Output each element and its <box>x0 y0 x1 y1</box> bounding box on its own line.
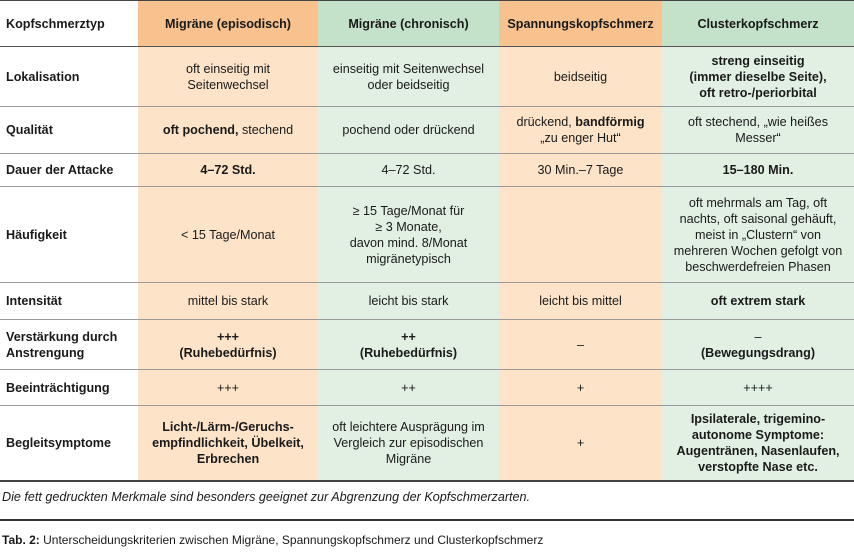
row-lokalisation <box>0 47 854 107</box>
cell-spannungskopfschmerz: + <box>499 370 662 406</box>
cell-line: davon mind. 8/Monat <box>349 235 468 250</box>
cell-spannungskopfschmerz: – <box>499 320 662 370</box>
caption-text: Unterscheidungskriterien zwischen Migräne, Spannungskopfschmerz und Clusterkopfschmerz <box>39 533 544 547</box>
row-beeintraechtigung <box>0 370 854 406</box>
cell-line: (Ruhebedürfnis) <box>179 345 277 360</box>
cell-migraene-chronisch <box>318 320 499 370</box>
cell-line: (immer dieselbe Seite), <box>689 69 827 84</box>
cell-line: Augentränen, Nasenlaufen, <box>676 443 840 458</box>
cell-migraene-episodisch: mittel bis stark <box>138 283 318 320</box>
row-label: Qualität <box>0 107 138 154</box>
cell-migraene-chronisch <box>318 406 499 480</box>
cell-migraene-chronisch: leicht bis stark <box>318 283 499 320</box>
cell-bold-text: oft pochend, <box>162 123 239 137</box>
cell-clusterkopfschmerz <box>662 187 854 283</box>
row-verstaerkung <box>0 320 854 370</box>
cell-line: Seitenwechsel <box>187 77 269 92</box>
cell-clusterkopfschmerz: oft extrem stark <box>662 283 854 320</box>
caption-label: Tab. 2: <box>2 533 40 547</box>
cell-clusterkopfschmerz <box>662 406 854 480</box>
cell-migraene-chronisch: pochend oder drückend <box>318 107 499 154</box>
cell-line: verstopfte Nase etc. <box>698 459 818 474</box>
row-intensitaet <box>0 283 854 320</box>
cell-line: (Ruhebedürfnis) <box>359 345 458 360</box>
row-label: Begleitsymptome <box>0 406 138 480</box>
header-row <box>0 1 854 47</box>
cell-spannungskopfschmerz <box>499 107 662 154</box>
cell-line: oft retro-/periorbital <box>699 85 817 100</box>
cell-line: ++ <box>401 329 416 344</box>
cell-line: oder beidseitig <box>367 77 450 92</box>
cell-clusterkopfschmerz <box>662 47 854 107</box>
cell-line: ≥ 15 Tage/Monat für <box>352 203 465 218</box>
caption-rule <box>0 519 854 521</box>
cell-line: (Bewegungsdrang) <box>700 345 816 360</box>
cell-migraene-episodisch: < 15 Tage/Monat <box>138 187 318 283</box>
cell-migraene-episodisch <box>138 320 318 370</box>
cell-migraene-chronisch: ++ <box>318 370 499 406</box>
row-label-line: Anstrengung <box>6 345 85 360</box>
cell-migraene-episodisch: 4–72 Std. <box>138 154 318 187</box>
cell-line: nachts, oft saisonal gehäuft, <box>679 211 837 226</box>
header-migraene-episodisch: Migräne (episodisch) <box>138 1 318 47</box>
cell-line: ≥ 3 Monate, <box>375 219 442 234</box>
cell-line: mehreren Wochen gefolgt von <box>673 243 843 258</box>
row-haeufigkeit <box>0 187 854 283</box>
cell-clusterkopfschmerz: 15–180 Min. <box>662 154 854 187</box>
table-footnote: Die fett gedruckten Merkmale sind besonders geeignet zur Abgrenzung der Kopfschmerzarten. <box>2 490 531 504</box>
cell-line: Vergleich zur episodischen <box>333 435 484 450</box>
cell-line: oft mehrmals am Tag, oft <box>688 195 828 210</box>
cell-line: meist in „Clustern“ von <box>695 227 821 242</box>
table-caption <box>2 533 543 547</box>
row-label: Häufigkeit <box>0 187 138 283</box>
cell-text: drückend, <box>516 115 576 129</box>
cell-migraene-episodisch <box>138 47 318 107</box>
cell-migraene-chronisch <box>318 187 499 283</box>
row-label: Intensität <box>0 283 138 320</box>
cell-migraene-chronisch: 4–72 Std. <box>318 154 499 187</box>
cell-line: oft stechend, „wie heißes <box>687 115 828 129</box>
cell-clusterkopfschmerz <box>662 320 854 370</box>
cell-line: oft leichtere Ausprägung im <box>332 419 485 434</box>
cell-text: stechend <box>238 123 294 137</box>
header-spannungskopfschmerz: Spannungskopfschmerz <box>499 1 662 47</box>
cell-line: Licht-/Lärm-/Geruchs- <box>162 419 294 434</box>
row-qualitaet <box>0 107 854 154</box>
cell-line: Ipsilaterale, trigemino- <box>690 411 826 426</box>
cell-line: einseitig mit Seitenwechsel <box>332 61 485 76</box>
cell-spannungskopfschmerz <box>499 187 662 283</box>
table-bottom-rule <box>0 480 854 482</box>
cell-line: Messer“ <box>735 131 781 145</box>
cell-line: „zu enger Hut“ <box>540 131 621 145</box>
cell-spannungskopfschmerz: 30 Min.–7 Tage <box>499 154 662 187</box>
cell-clusterkopfschmerz: ++++ <box>662 370 854 406</box>
cell-line: Erbrechen <box>196 451 260 466</box>
cell-migraene-episodisch <box>138 107 318 154</box>
row-label: Dauer der Attacke <box>0 154 138 187</box>
cell-bold-text: bandförmig <box>575 115 645 129</box>
cell-spannungskopfschmerz: + <box>499 406 662 480</box>
header-clusterkopfschmerz: Clusterkopfschmerz <box>662 1 854 47</box>
cell-line: empfindlichkeit, Übelkeit, <box>152 435 304 450</box>
cell-spannungskopfschmerz: leicht bis mittel <box>499 283 662 320</box>
cell-migraene-chronisch <box>318 47 499 107</box>
cell-line: – <box>754 329 762 344</box>
row-label <box>0 320 138 370</box>
cell-migraene-episodisch: +++ <box>138 370 318 406</box>
cell-line: streng einseitig <box>711 53 805 68</box>
cell-line: migränetypisch <box>366 251 451 266</box>
header-migraene-chronisch: Migräne (chronisch) <box>318 1 499 47</box>
cell-line: oft einseitig mit <box>186 61 270 76</box>
cell-line: +++ <box>216 329 240 344</box>
cell-spannungskopfschmerz: beidseitig <box>499 47 662 107</box>
cell-line: beschwerdefreien Phasen <box>685 259 831 274</box>
row-label: Lokalisation <box>0 47 138 107</box>
cell-line: Migräne <box>385 451 432 466</box>
cell-line: autonome Symptome: <box>691 427 825 442</box>
cell-clusterkopfschmerz <box>662 107 854 154</box>
header-kopfschmerztyp: Kopfschmerztyp <box>0 1 138 47</box>
row-label-line: Verstärkung durch <box>6 329 118 344</box>
cell-migraene-episodisch <box>138 406 318 480</box>
row-label: Beeinträchtigung <box>0 370 138 406</box>
row-dauer <box>0 154 854 187</box>
row-begleitsymptome <box>0 406 854 480</box>
